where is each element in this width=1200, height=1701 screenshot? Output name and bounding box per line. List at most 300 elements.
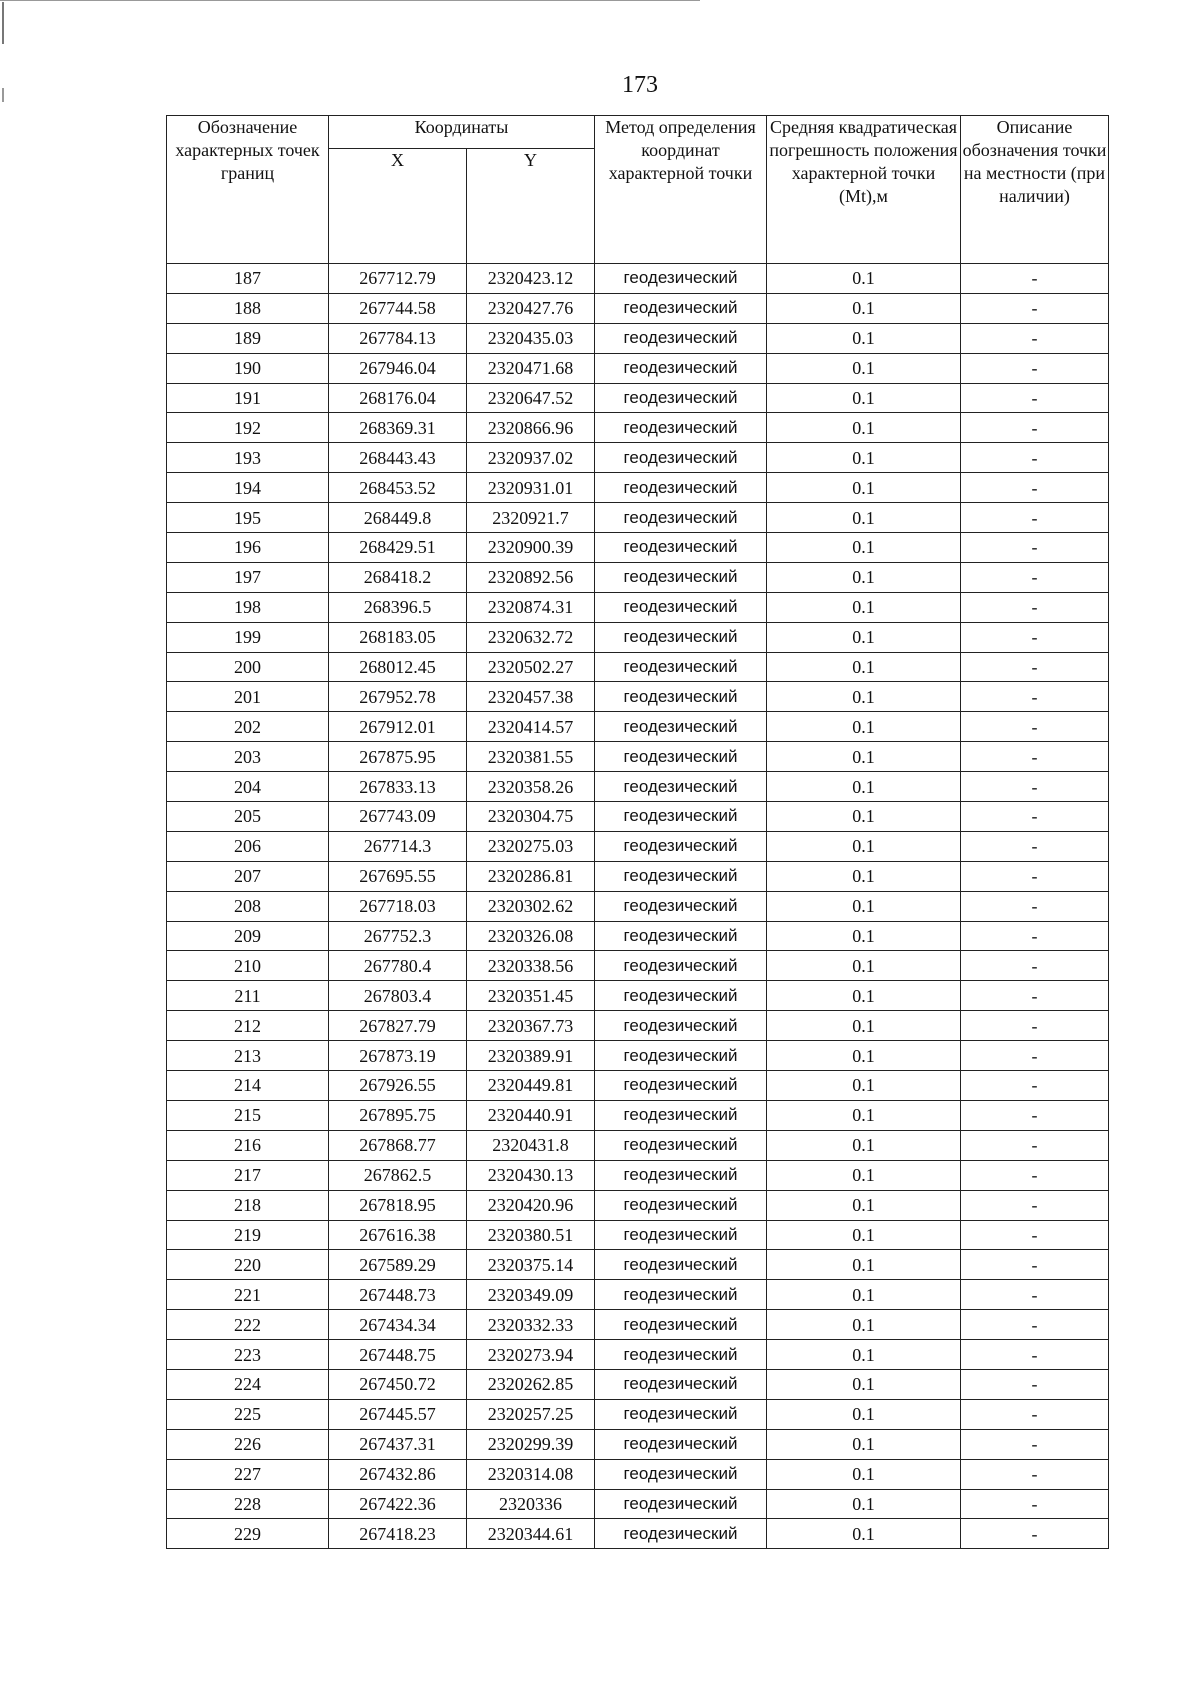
cell-error: 0.1 [767,1041,961,1071]
table-row [167,1459,1109,1489]
cell-x: 267952.78 [329,682,467,712]
cell-x: 267926.55 [329,1071,467,1101]
cell-error: 0.1 [767,1310,961,1340]
cell-y: 2320900.39 [467,533,595,563]
cell-method: геодезический [595,592,767,622]
cell-y: 2320471.68 [467,353,595,383]
header-y: Y [467,149,595,264]
cell-method: геодезический [595,921,767,951]
cell-x: 267875.95 [329,742,467,772]
cell-y: 2320449.81 [467,1071,595,1101]
table-row [167,951,1109,981]
table-row [167,1250,1109,1280]
cell-method: геодезический [595,742,767,772]
table-row [167,682,1109,712]
cell-x: 267714.3 [329,831,467,861]
page-number: 173 [622,72,658,98]
cell-description: - [961,1369,1109,1399]
cell-x: 267784.13 [329,323,467,353]
cell-x: 267448.75 [329,1340,467,1370]
cell-x: 268183.05 [329,622,467,652]
cell-y: 2320440.91 [467,1100,595,1130]
cell-point-id: 200 [167,652,329,682]
cell-description: - [961,1310,1109,1340]
cell-description: - [961,712,1109,742]
cell-x: 267695.55 [329,861,467,891]
cell-point-id: 208 [167,891,329,921]
cell-description: - [961,1190,1109,1220]
cell-method: геодезический [595,622,767,652]
cell-point-id: 207 [167,861,329,891]
table-row [167,1220,1109,1250]
cell-error: 0.1 [767,772,961,802]
cell-x: 268012.45 [329,652,467,682]
cell-method: геодезический [595,413,767,443]
table-row [167,264,1109,294]
cell-error: 0.1 [767,1071,961,1101]
cell-error: 0.1 [767,951,961,981]
cell-x: 268369.31 [329,413,467,443]
cell-error: 0.1 [767,1459,961,1489]
scan-edge-line [0,0,700,1]
cell-y: 2320273.94 [467,1340,595,1370]
cell-error: 0.1 [767,503,961,533]
cell-x: 267616.38 [329,1220,467,1250]
cell-description: - [961,622,1109,652]
header-point: Обозначение характерных точек границ [167,116,329,264]
cell-error: 0.1 [767,1190,961,1220]
cell-error: 0.1 [767,622,961,652]
cell-y: 2320427.76 [467,293,595,323]
table-row [167,921,1109,951]
cell-point-id: 195 [167,503,329,533]
cell-description: - [961,802,1109,832]
cell-method: геодезический [595,293,767,323]
table-row [167,293,1109,323]
table-row [167,1280,1109,1310]
cell-point-id: 206 [167,831,329,861]
cell-error: 0.1 [767,921,961,951]
cell-description: - [961,1429,1109,1459]
table-row [167,802,1109,832]
cell-y: 2320336 [467,1489,595,1519]
cell-method: геодезический [595,264,767,294]
cell-error: 0.1 [767,353,961,383]
cell-x: 267827.79 [329,1011,467,1041]
cell-error: 0.1 [767,1160,961,1190]
cell-x: 267448.73 [329,1280,467,1310]
cell-description: - [961,293,1109,323]
cell-y: 2320358.26 [467,772,595,802]
cell-y: 2320457.38 [467,682,595,712]
table-row [167,353,1109,383]
cell-description: - [961,1220,1109,1250]
cell-x: 267862.5 [329,1160,467,1190]
cell-method: геодезический [595,1399,767,1429]
cell-description: - [961,1011,1109,1041]
cell-method: геодезический [595,1190,767,1220]
header-error: Средняя квадратическая погрешность положения характерной точки (Mt),м [767,116,961,264]
cell-x: 268418.2 [329,562,467,592]
cell-method: геодезический [595,353,767,383]
cell-description: - [961,1071,1109,1101]
cell-error: 0.1 [767,323,961,353]
cell-method: геодезический [595,1011,767,1041]
cell-point-id: 190 [167,353,329,383]
cell-description: - [961,831,1109,861]
cell-point-id: 213 [167,1041,329,1071]
cell-description: - [961,682,1109,712]
cell-point-id: 215 [167,1100,329,1130]
cell-error: 0.1 [767,1519,961,1549]
cell-description: - [961,891,1109,921]
cell-error: 0.1 [767,473,961,503]
cell-x: 267873.19 [329,1041,467,1071]
table-row [167,622,1109,652]
cell-x: 268453.52 [329,473,467,503]
table-row [167,1429,1109,1459]
cell-y: 2320423.12 [467,264,595,294]
cell-point-id: 193 [167,443,329,473]
cell-error: 0.1 [767,1011,961,1041]
cell-error: 0.1 [767,1250,961,1280]
cell-method: геодезический [595,503,767,533]
cell-error: 0.1 [767,1429,961,1459]
table-row [167,323,1109,353]
table-row [167,1519,1109,1549]
cell-y: 2320326.08 [467,921,595,951]
cell-method: геодезический [595,1489,767,1519]
cell-y: 2320389.91 [467,1041,595,1071]
cell-y: 2320430.13 [467,1160,595,1190]
cell-description: - [961,921,1109,951]
cell-point-id: 209 [167,921,329,951]
cell-description: - [961,323,1109,353]
cell-description: - [961,1041,1109,1071]
cell-x: 267744.58 [329,293,467,323]
cell-description: - [961,443,1109,473]
cell-y: 2320502.27 [467,652,595,682]
cell-x: 267818.95 [329,1190,467,1220]
cell-x: 268176.04 [329,383,467,413]
cell-y: 2320262.85 [467,1369,595,1399]
cell-description: - [961,503,1109,533]
table-row [167,1190,1109,1220]
cell-point-id: 211 [167,981,329,1011]
cell-error: 0.1 [767,802,961,832]
cell-x: 268449.8 [329,503,467,533]
cell-method: геодезический [595,1130,767,1160]
cell-description: - [961,1519,1109,1549]
cell-method: геодезический [595,383,767,413]
cell-point-id: 192 [167,413,329,443]
cell-x: 267743.09 [329,802,467,832]
cell-point-id: 223 [167,1340,329,1370]
cell-error: 0.1 [767,533,961,563]
cell-error: 0.1 [767,1220,961,1250]
cell-y: 2320299.39 [467,1429,595,1459]
cell-method: геодезический [595,562,767,592]
cell-point-id: 187 [167,264,329,294]
cell-method: геодезический [595,891,767,921]
cell-description: - [961,1280,1109,1310]
cell-error: 0.1 [767,1369,961,1399]
cell-error: 0.1 [767,981,961,1011]
cell-point-id: 212 [167,1011,329,1041]
cell-x: 267803.4 [329,981,467,1011]
cell-point-id: 216 [167,1130,329,1160]
table-row [167,712,1109,742]
cell-point-id: 218 [167,1190,329,1220]
cell-description: - [961,742,1109,772]
table-row [167,891,1109,921]
cell-method: геодезический [595,652,767,682]
cell-y: 2320931.01 [467,473,595,503]
table-row [167,562,1109,592]
cell-method: геодезический [595,951,767,981]
cell-error: 0.1 [767,742,961,772]
cell-y: 2320431.8 [467,1130,595,1160]
cell-x: 267946.04 [329,353,467,383]
table-row [167,503,1109,533]
cell-point-id: 197 [167,562,329,592]
cell-method: геодезический [595,981,767,1011]
cell-description: - [961,473,1109,503]
table-row [167,772,1109,802]
cell-point-id: 228 [167,1489,329,1519]
table-body [167,264,1109,1549]
table-row [167,1071,1109,1101]
cell-point-id: 224 [167,1369,329,1399]
cell-x: 267868.77 [329,1130,467,1160]
cell-description: - [961,1340,1109,1370]
cell-description: - [961,1160,1109,1190]
table-row [167,831,1109,861]
cell-method: геодезический [595,1340,767,1370]
cell-description: - [961,772,1109,802]
cell-error: 0.1 [767,831,961,861]
table-row [167,1340,1109,1370]
cell-method: геодезический [595,1250,767,1280]
cell-point-id: 219 [167,1220,329,1250]
cell-point-id: 210 [167,951,329,981]
table-row [167,1310,1109,1340]
cell-point-id: 222 [167,1310,329,1340]
cell-description: - [961,951,1109,981]
cell-point-id: 221 [167,1280,329,1310]
header-x: X [329,149,467,264]
cell-error: 0.1 [767,293,961,323]
cell-description: - [961,861,1109,891]
cell-method: геодезический [595,1100,767,1130]
cell-y: 2320314.08 [467,1459,595,1489]
cell-point-id: 205 [167,802,329,832]
cell-y: 2320874.31 [467,592,595,622]
cell-error: 0.1 [767,891,961,921]
cell-y: 2320367.73 [467,1011,595,1041]
cell-y: 2320435.03 [467,323,595,353]
cell-description: - [961,1399,1109,1429]
cell-y: 2320420.96 [467,1190,595,1220]
table-row [167,533,1109,563]
cell-x: 267895.75 [329,1100,467,1130]
cell-description: - [961,264,1109,294]
table-row [167,413,1109,443]
cell-x: 267712.79 [329,264,467,294]
cell-y: 2320892.56 [467,562,595,592]
table-row [167,473,1109,503]
cell-point-id: 196 [167,533,329,563]
cell-point-id: 198 [167,592,329,622]
header-method: Метод определения координат характерной точки [595,116,767,264]
cell-y: 2320351.45 [467,981,595,1011]
table-row [167,981,1109,1011]
cell-method: геодезический [595,1519,767,1549]
cell-error: 0.1 [767,861,961,891]
cell-method: геодезический [595,323,767,353]
cell-error: 0.1 [767,1130,961,1160]
cell-x: 267752.3 [329,921,467,951]
cell-y: 2320349.09 [467,1280,595,1310]
table-row [167,443,1109,473]
cell-x: 268443.43 [329,443,467,473]
cell-description: - [961,562,1109,592]
cell-x: 268396.5 [329,592,467,622]
cell-error: 0.1 [767,1280,961,1310]
cell-method: геодезический [595,712,767,742]
cell-error: 0.1 [767,383,961,413]
cell-method: геодезический [595,682,767,712]
cell-y: 2320414.57 [467,712,595,742]
cell-point-id: 201 [167,682,329,712]
coordinates-table [166,115,1109,1549]
cell-method: геодезический [595,1459,767,1489]
cell-point-id: 225 [167,1399,329,1429]
cell-point-id: 202 [167,712,329,742]
cell-x: 267422.36 [329,1489,467,1519]
cell-y: 2320257.25 [467,1399,595,1429]
cell-point-id: 203 [167,742,329,772]
cell-y: 2320866.96 [467,413,595,443]
cell-x: 267434.34 [329,1310,467,1340]
table-row [167,742,1109,772]
table-row [167,592,1109,622]
cell-y: 2320632.72 [467,622,595,652]
table-row [167,1399,1109,1429]
cell-y: 2320304.75 [467,802,595,832]
cell-method: геодезический [595,1369,767,1399]
cell-method: геодезический [595,802,767,832]
cell-y: 2320275.03 [467,831,595,861]
cell-error: 0.1 [767,682,961,712]
cell-x: 267445.57 [329,1399,467,1429]
cell-error: 0.1 [767,592,961,622]
table-row [167,1100,1109,1130]
cell-x: 267589.29 [329,1250,467,1280]
cell-description: - [961,1489,1109,1519]
cell-y: 2320375.14 [467,1250,595,1280]
cell-description: - [961,1100,1109,1130]
cell-y: 2320937.02 [467,443,595,473]
cell-description: - [961,383,1109,413]
cell-x: 267833.13 [329,772,467,802]
cell-error: 0.1 [767,1100,961,1130]
cell-x: 267718.03 [329,891,467,921]
scan-margin-mark [2,2,4,44]
cell-method: геодезический [595,831,767,861]
cell-method: геодезический [595,1160,767,1190]
cell-description: - [961,1459,1109,1489]
table-row [167,1160,1109,1190]
cell-method: геодезический [595,861,767,891]
cell-error: 0.1 [767,1340,961,1370]
cell-x: 268429.51 [329,533,467,563]
cell-description: - [961,353,1109,383]
cell-x: 267780.4 [329,951,467,981]
cell-method: геодезический [595,1310,767,1340]
cell-method: геодезический [595,1280,767,1310]
cell-point-id: 214 [167,1071,329,1101]
cell-method: геодезический [595,443,767,473]
cell-x: 267418.23 [329,1519,467,1549]
cell-point-id: 204 [167,772,329,802]
header-coordinates: Координаты [329,116,595,149]
cell-method: геодезический [595,1429,767,1459]
cell-y: 2320302.62 [467,891,595,921]
cell-error: 0.1 [767,652,961,682]
cell-method: геодезический [595,772,767,802]
cell-description: - [961,592,1109,622]
table-row [167,1130,1109,1160]
cell-method: геодезический [595,1071,767,1101]
cell-x: 267912.01 [329,712,467,742]
table-row [167,383,1109,413]
cell-point-id: 199 [167,622,329,652]
cell-description: - [961,413,1109,443]
cell-y: 2320380.51 [467,1220,595,1250]
table-row [167,1011,1109,1041]
cell-method: геодезический [595,1220,767,1250]
table-row [167,861,1109,891]
header-description: Описание обозначения точки на местности (при наличии) [961,116,1109,264]
table-row [167,1489,1109,1519]
cell-description: - [961,1250,1109,1280]
cell-point-id: 226 [167,1429,329,1459]
cell-error: 0.1 [767,443,961,473]
cell-point-id: 220 [167,1250,329,1280]
cell-error: 0.1 [767,1489,961,1519]
cell-error: 0.1 [767,712,961,742]
cell-y: 2320286.81 [467,861,595,891]
cell-y: 2320338.56 [467,951,595,981]
cell-point-id: 194 [167,473,329,503]
cell-error: 0.1 [767,264,961,294]
cell-error: 0.1 [767,413,961,443]
cell-y: 2320921.7 [467,503,595,533]
cell-method: геодезический [595,1041,767,1071]
cell-x: 267437.31 [329,1429,467,1459]
cell-description: - [961,981,1109,1011]
cell-y: 2320381.55 [467,742,595,772]
cell-point-id: 217 [167,1160,329,1190]
table-row [167,652,1109,682]
cell-description: - [961,533,1109,563]
cell-x: 267450.72 [329,1369,467,1399]
cell-description: - [961,652,1109,682]
table-row [167,1041,1109,1071]
cell-point-id: 188 [167,293,329,323]
cell-x: 267432.86 [329,1459,467,1489]
